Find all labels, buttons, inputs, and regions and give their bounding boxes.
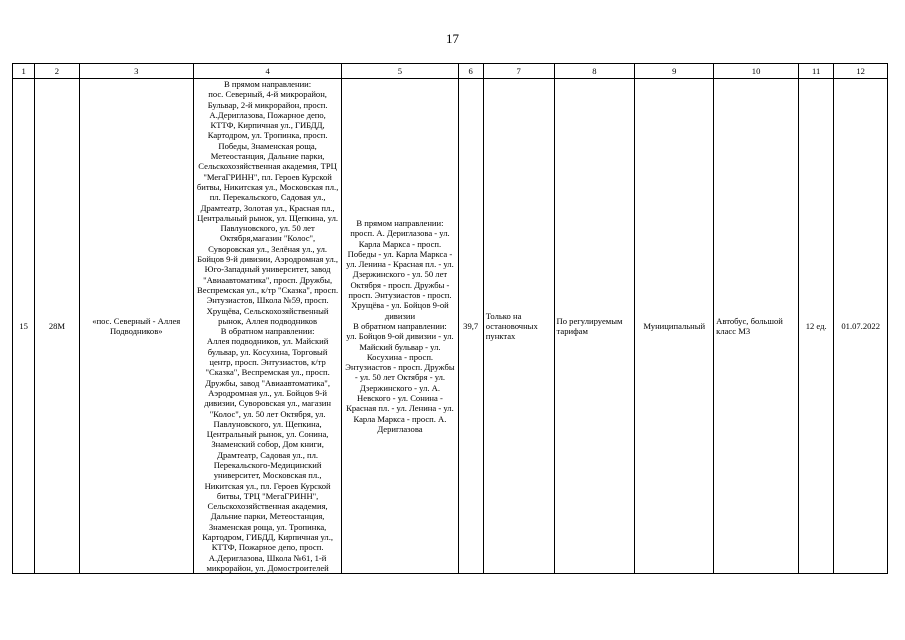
col-header-1: 1 [13, 64, 35, 79]
stops-backward-title: В обратном направлении: [220, 326, 315, 337]
route-number: 28М [35, 79, 79, 574]
col-header-7: 7 [483, 64, 554, 79]
streets-backward-list: ул. Бойцов 9-ой дивизии - ул. Майский бульвар - ул. Косухина - просп. Энтузиастов - просп. Дружбы - ул. 50 лет Октября - ул. Дзержинского - ул. А. Невского - ул. Сонина - Красная пл. - ул. Ленина - ул. Карла Маркса - просп. А. Дериглазова [345, 331, 455, 434]
col-header-4: 4 [193, 64, 342, 79]
col-header-10: 10 [714, 64, 799, 79]
route-type: Муниципальный [635, 79, 714, 574]
vehicle-type: Автобус, большой класс М3 [714, 79, 799, 574]
start-date: 01.07.2022 [834, 79, 888, 574]
stops-forward-list: пос. Северный, 4-й микрорайон, Бульвар, 2-й микрорайон, просп. А.Дериглазова, Пожарное депо, КТТФ, Кирпичная ул., ГИБДД, Картодром, ул. Тропинка, просп. Победы, Знаменская роща, Метеостанция, Дальние парки, Сельскохозяйственная академия, ТРЦ "МегаГРИНН", пл. Героев Курской битвы, Никитская ул., Московская пл., пл. Перекальского, Садовая ул., Драмтеатр, Золотая ул., Красная пл., Центральный рынок, ул. Щепкина, ул. Павлуновского, ул. 50 лет Октября,магазин "Колос", Суворовская ул., Зелёная ул., ул. Бойцов 9-й дивизии, Аэродромная ул., Юго-Западный университет, завод "Авиаавтоматика", просп. Дружбы, Веспремская ул., к/тр "Сказка", просп. Энтузиастов, Школа №59, просп. Хрущёва, Сельскохозяйственный рынок, Аллея подводников [196, 89, 339, 326]
col-header-6: 6 [458, 64, 483, 79]
streets-forward-title: В прямом направлении: [356, 218, 444, 228]
routes-table [12, 63, 888, 574]
row-number: 15 [13, 79, 35, 574]
page-number: 17 [446, 31, 459, 46]
streets-cell [342, 79, 458, 574]
vehicle-count: 12 ед. [799, 79, 834, 574]
col-header-8: 8 [554, 64, 635, 79]
col-header-9: 9 [635, 64, 714, 79]
col-header-11: 11 [799, 64, 834, 79]
streets-backward-title: В обратном направлении: [353, 320, 447, 331]
col-header-2: 2 [35, 64, 79, 79]
stop-order: Только на остановочных пунктах [483, 79, 554, 574]
route-length: 39,7 [458, 79, 483, 574]
stops-forward-title: В прямом направлении: [224, 79, 312, 89]
header-row [13, 64, 888, 79]
route-name: «пос. Северный - Аллея Подводников» [79, 79, 193, 574]
tariff: По регулируемым тарифам [554, 79, 635, 574]
table-row [13, 79, 888, 574]
col-header-12: 12 [834, 64, 888, 79]
stops-cell [193, 79, 342, 574]
stops-backward-list: Аллея подводников, ул. Майский бульвар, ул. Косухина, Торговый центр, просп. Энтузиастов, к/тр "Сказка", Веспремская ул., просп. Дружбы, завод "Авиаавтоматика", Аэродромная ул., ул. Бойцов 9-й дивизии, Суворовская ул., магазин "Колос", ул. 50 лет Октября, ул. Павлуновского, ул. Щепкина, Центральный рынок, ул. Сонина, Знаменский собор, Дом книги, Драмтеатр, Садовая ул., пл. Перекальского-Медицинский университет, Московская пл., Никитская ул., пл. Героев Курской битвы, ТРЦ "МегаГРИНН", Сельскохозяйственная академия, Дальние парки, Метеостанция, Знаменская роща, ул. Тропинка, Картодром, ГИБДД, Кирпичная ул., КТТФ, Пожарное депо, просп. А.Дериглазова, Школа №61, 1-й микрорайон, ул. Домостроителей [202, 336, 334, 573]
streets-forward-list: просп. А. Дериглазова - ул. Карла Маркса - просп. Победы - ул. Карла Маркса - ул. Ленина - Красная пл. - ул. Дзержинского - ул. 50 лет Октября - просп. Дружбы - просп. Энтузиастов - просп. Хрущёва - ул. Бойцов 9-ой дивизии [346, 228, 454, 321]
col-header-5: 5 [342, 64, 458, 79]
col-header-3: 3 [79, 64, 193, 79]
